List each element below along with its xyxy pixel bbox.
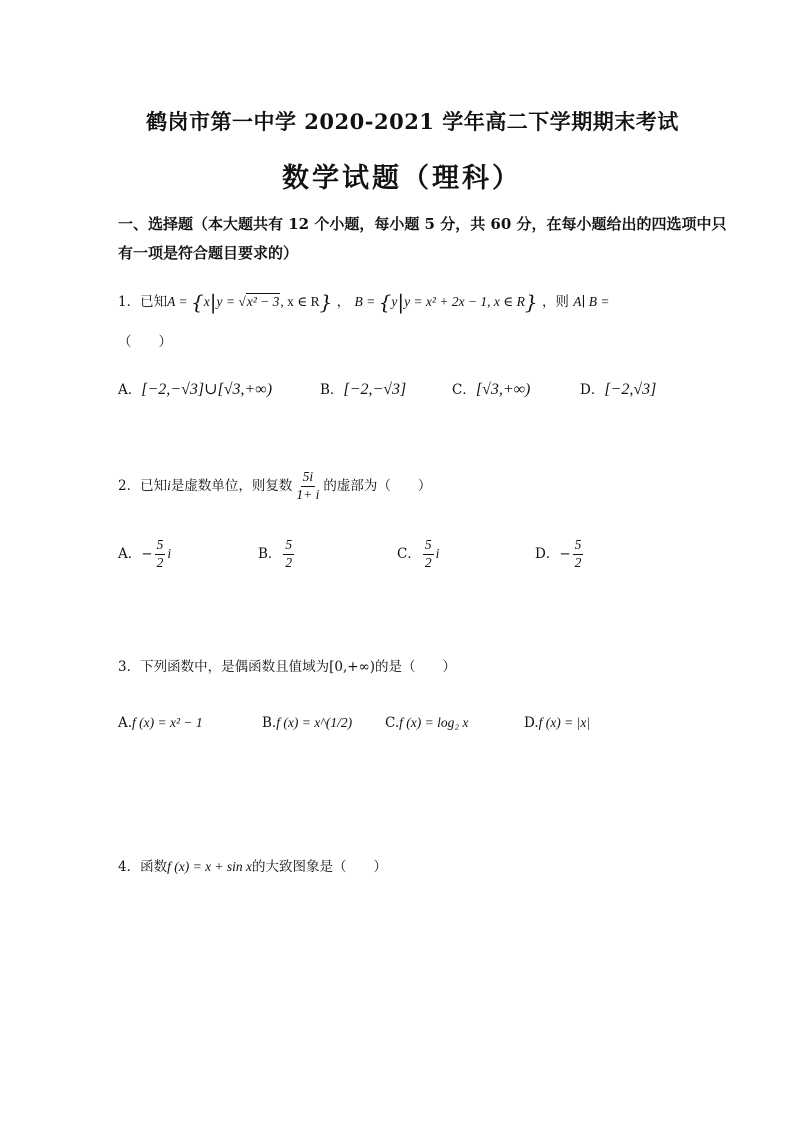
question-3: 3．下列函数中，是偶函数且值域为[0,+∞)的是（ ）: [118, 659, 457, 675]
exam-title: 鹤岗市第一中学 2020-2021 学年高二下学期期末考试: [146, 109, 679, 134]
section-heading-line1: 一、选择题（本大题共有 12 个小题，每小题 5 分，共 60 分，在每小题给出的四选项中只: [118, 215, 727, 233]
q1-answer-expr: A∣ B =: [573, 294, 610, 309]
q1-option-b[interactable]: B．[−2,−√3]: [320, 381, 407, 398]
question-2: 2．已知i是虚数单位，则复数 $\frac{5i}{1+ i}$ 的虚部为（ ）: [118, 469, 432, 502]
q1-prefix: 1．已知: [118, 294, 168, 310]
q1-option-c[interactable]: C．[√3,+∞): [452, 381, 531, 398]
q2-option-a[interactable]: A．− $\frac{5}{2}$ i: [118, 537, 172, 570]
q2-option-d[interactable]: D．− $\frac{5}{2}$: [535, 537, 582, 570]
q1-option-a[interactable]: A．[−2,−√3]∪[√3,+∞): [118, 381, 273, 398]
exam-subtitle: 数学试题（理科）: [282, 163, 522, 194]
q3-option-b[interactable]: B.f (x) = x^(1/2): [262, 715, 353, 731]
q1-set-b-definition: B = {y|y = x² + 2x − 1, x ∈ R}: [354, 290, 538, 314]
q1-suffix: ，则: [541, 294, 569, 310]
question-1: [118, 290, 610, 314]
q3-option-d[interactable]: D.f (x) = |x|: [524, 715, 591, 731]
question-4: 4．函数f (x) = x + sin x的大致图象是（ ）: [118, 859, 388, 875]
q1-paren: （ ）: [118, 334, 172, 350]
q1-set-a-definition: A = {x|y = √x² − 3, x ∈ R}: [167, 290, 333, 314]
q3-option-c[interactable]: C.f (x) = log₂ x: [385, 715, 469, 731]
q1-option-d[interactable]: D．[−2,√3]: [580, 381, 657, 398]
section-heading-line2: 有一项是符合题目要求的）: [118, 244, 299, 262]
q3-option-a[interactable]: A.f (x) = x² − 1: [118, 715, 203, 731]
q1-comma: ，: [336, 294, 351, 310]
q2-option-b[interactable]: B． $\frac{5}{2}$: [258, 537, 293, 570]
q2-option-c[interactable]: C． $\frac{5}{2}$ i: [397, 537, 440, 570]
